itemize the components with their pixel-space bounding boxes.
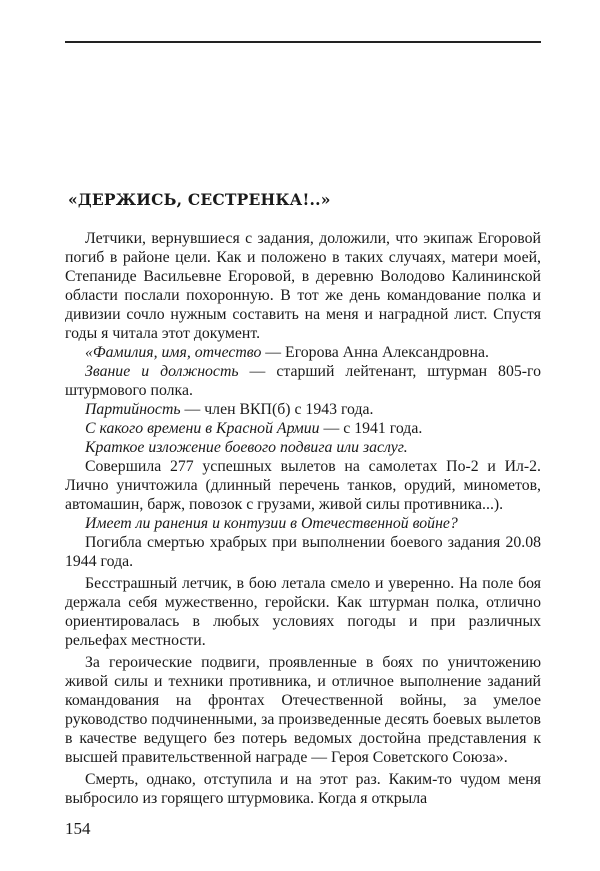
paragraph: Бесстрашный летчик, в бою летала смело и уверенно. На поле боя держала себя мужественно, геройски. Как штурман полка, отлично ориентировалась в любых условиях погоды и при различных рельефах местности. bbox=[65, 575, 541, 649]
form-field-name bbox=[65, 343, 541, 362]
form-field-label: Имеет ли ранения и контузии в Отечественной войне? bbox=[85, 515, 458, 532]
paragraph: За героические подвиги, проявленные в боях по уничтожению живой силы и техники противника, и отличное выполнение заданий командования на фронтах Отечественной войны, за умелое руководство подчиненными, за произведенные десять боевых вылетов в качестве ведущего без потерь ведомых достойна представления к высшей правительственной награде — Героя Советского Союза». bbox=[65, 654, 541, 766]
paragraph: Смерть, однако, отступила и на этот раз. Каким-то чудом меня выбросило из горящего штурмовика. Когда я открыла bbox=[65, 771, 541, 807]
chapter-title: «ДЕРЖИСЬ, СЕСТРЕНКА!..» bbox=[68, 190, 331, 209]
page-number: 154 bbox=[65, 819, 91, 838]
paragraph: Летчики, вернувшиеся с задания, доложили, что экипаж Егоровой погиб в районе цели. Как и положено в таких случаях, матери моей, Степаниде Васильевне Егоровой, в деревню Володово Калининской области послали похоронную. В тот же день командование полка и дивизии сочло нужным составить на меня и наградной лист. Спустя годы я читала этот документ. bbox=[65, 230, 541, 342]
form-field-rank bbox=[65, 362, 541, 400]
paragraph: Погибла смертью храбрых при выполнении боевого задания 20.08 1944 года. bbox=[65, 534, 541, 570]
form-field-wounds bbox=[65, 514, 541, 533]
form-field-value: — старший лейтенант, штурман 805-го штурмового полка. bbox=[65, 363, 541, 399]
body-text bbox=[65, 229, 541, 808]
form-field-label: Партийность bbox=[85, 401, 181, 418]
form-field-label: С какого времени в Красной Армии bbox=[85, 420, 320, 437]
form-field-label: Краткое изложение боевого подвига или заслуг. bbox=[85, 439, 408, 456]
form-field-label: Звание и должность bbox=[85, 363, 239, 380]
form-field-service bbox=[65, 419, 541, 438]
form-field-label: «Фамилия, имя, отчество bbox=[85, 344, 262, 361]
form-field-value: — Егорова Анна Александровна. bbox=[261, 344, 489, 361]
top-rule bbox=[65, 41, 541, 43]
form-field-summary bbox=[65, 438, 541, 457]
paragraph: Совершила 277 успешных вылетов на самолетах По-2 и Ил-2. Лично уничтожила (длинный перечень танков, орудий, минометов, автомашин, барж, повозок с грузами, живой силы противника...). bbox=[65, 458, 541, 513]
form-field-value: — член ВКП(б) с 1943 года. bbox=[180, 401, 374, 418]
form-field-party bbox=[65, 400, 541, 419]
form-field-value: — с 1941 года. bbox=[319, 420, 423, 437]
